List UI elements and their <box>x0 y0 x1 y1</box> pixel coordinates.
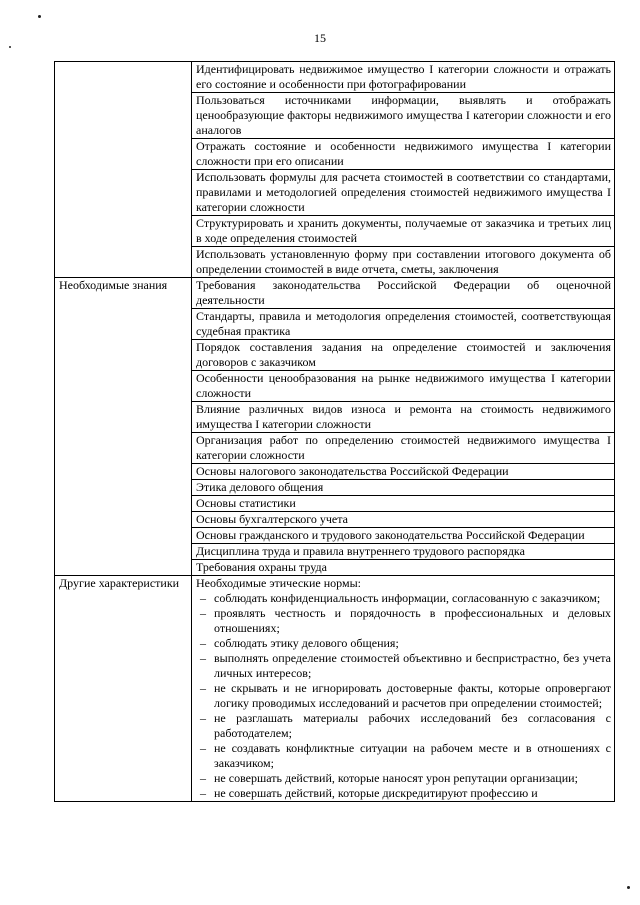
list-item: Использовать формулы для расчета стоимостей в соответствии со стандартами, правилами и методологией определения стоимостей недвижимого имущества I категории сложности <box>192 169 614 215</box>
requirements-table <box>54 61 615 802</box>
list-item: – не разглашать материалы рабочих исследований без согласования с работодателем; <box>200 711 611 741</box>
list-item: – не совершать действий, которые дискредитируют профессию и <box>200 786 611 801</box>
list-item: Особенности ценообразования на рынке недвижимого имущества I категории сложности <box>192 370 614 401</box>
list-item: Основы гражданского и трудового законодательства Российской Федерации <box>192 527 614 543</box>
list-item: Требования охраны труда <box>192 559 614 575</box>
list-item: – не совершать действий, которые наносят урон репутации организации; <box>200 771 611 786</box>
other-characteristics <box>192 576 615 802</box>
ethics-list <box>192 591 614 801</box>
list-item: – соблюдать этику делового общения; <box>200 636 611 651</box>
list-item: Порядок составления задания на определение стоимостей и заключения договоров с заказчиком <box>192 339 614 370</box>
list-item: Идентифицировать недвижимое имущество I категории сложности и отражать его состояние и особенности при фотографировании <box>196 62 611 91</box>
list-item: Влияние различных видов износа и ремонта на стоимость недвижимого имущества I категории сложности <box>192 401 614 432</box>
ethics-intro: Необходимые этические нормы: <box>196 576 361 590</box>
list-item: – не скрывать и не игнорировать достоверные факты, которые опровергают логику проводимых исследований и расчетов при определении стоимостей; <box>200 681 611 711</box>
list-item: – проявлять честность и порядочность в профессиональных и деловых отношениях; <box>200 606 611 636</box>
list-item: Стандарты, правила и методология определения стоимостей, соответствующая судебная практика <box>192 308 614 339</box>
list-item: Требования законодательства Российской Федерации об оценочной деятельности <box>196 278 611 307</box>
list-item: Отражать состояние и особенности недвижимого имущества I категории сложности при его описании <box>192 138 614 169</box>
table-row <box>55 62 615 278</box>
row-label <box>55 62 192 278</box>
list-item: Дисциплина труда и правила внутреннего трудового распорядка <box>192 543 614 559</box>
list-item: Основы бухгалтерского учета <box>192 511 614 527</box>
scan-speck <box>38 15 41 18</box>
list-item: – не создавать конфликтные ситуации на рабочем месте и в отношениях с заказчиком; <box>200 741 611 771</box>
list-item: – выполнять определение стоимостей объективно и беспристрастно, без учета личных интересов; <box>200 651 611 681</box>
list-item: – соблюдать конфиденциальность информации, согласованную с заказчиком; <box>200 591 611 606</box>
scan-speck <box>9 46 11 48</box>
scan-speck <box>627 886 630 889</box>
list-item: Основы статистики <box>192 495 614 511</box>
list-item: Организация работ по определению стоимостей недвижимого имущества I категории сложности <box>192 432 614 463</box>
list-item: Этика делового общения <box>192 479 614 495</box>
table-row <box>55 278 615 576</box>
row-label: Необходимые знания <box>55 278 192 576</box>
list-item: Структурировать и хранить документы, получаемые от заказчика и третьих лиц в ходе определения стоимостей <box>192 215 614 246</box>
knowledge-list <box>192 278 615 576</box>
table-row <box>55 576 615 802</box>
skills-list <box>192 62 615 278</box>
row-label: Другие характеристики <box>55 576 192 802</box>
list-item: Пользоваться источниками информации, выявлять и отображать ценообразующие факторы недвижимого имущества I категории сложности и его аналогов <box>192 92 614 138</box>
list-item: Основы налогового законодательства Российской Федерации <box>192 463 614 479</box>
list-item: Использовать установленную форму при составлении итогового документа об определении стоимостей в виде отчета, сметы, заключения <box>192 246 614 277</box>
page-number: 15 <box>314 31 326 45</box>
